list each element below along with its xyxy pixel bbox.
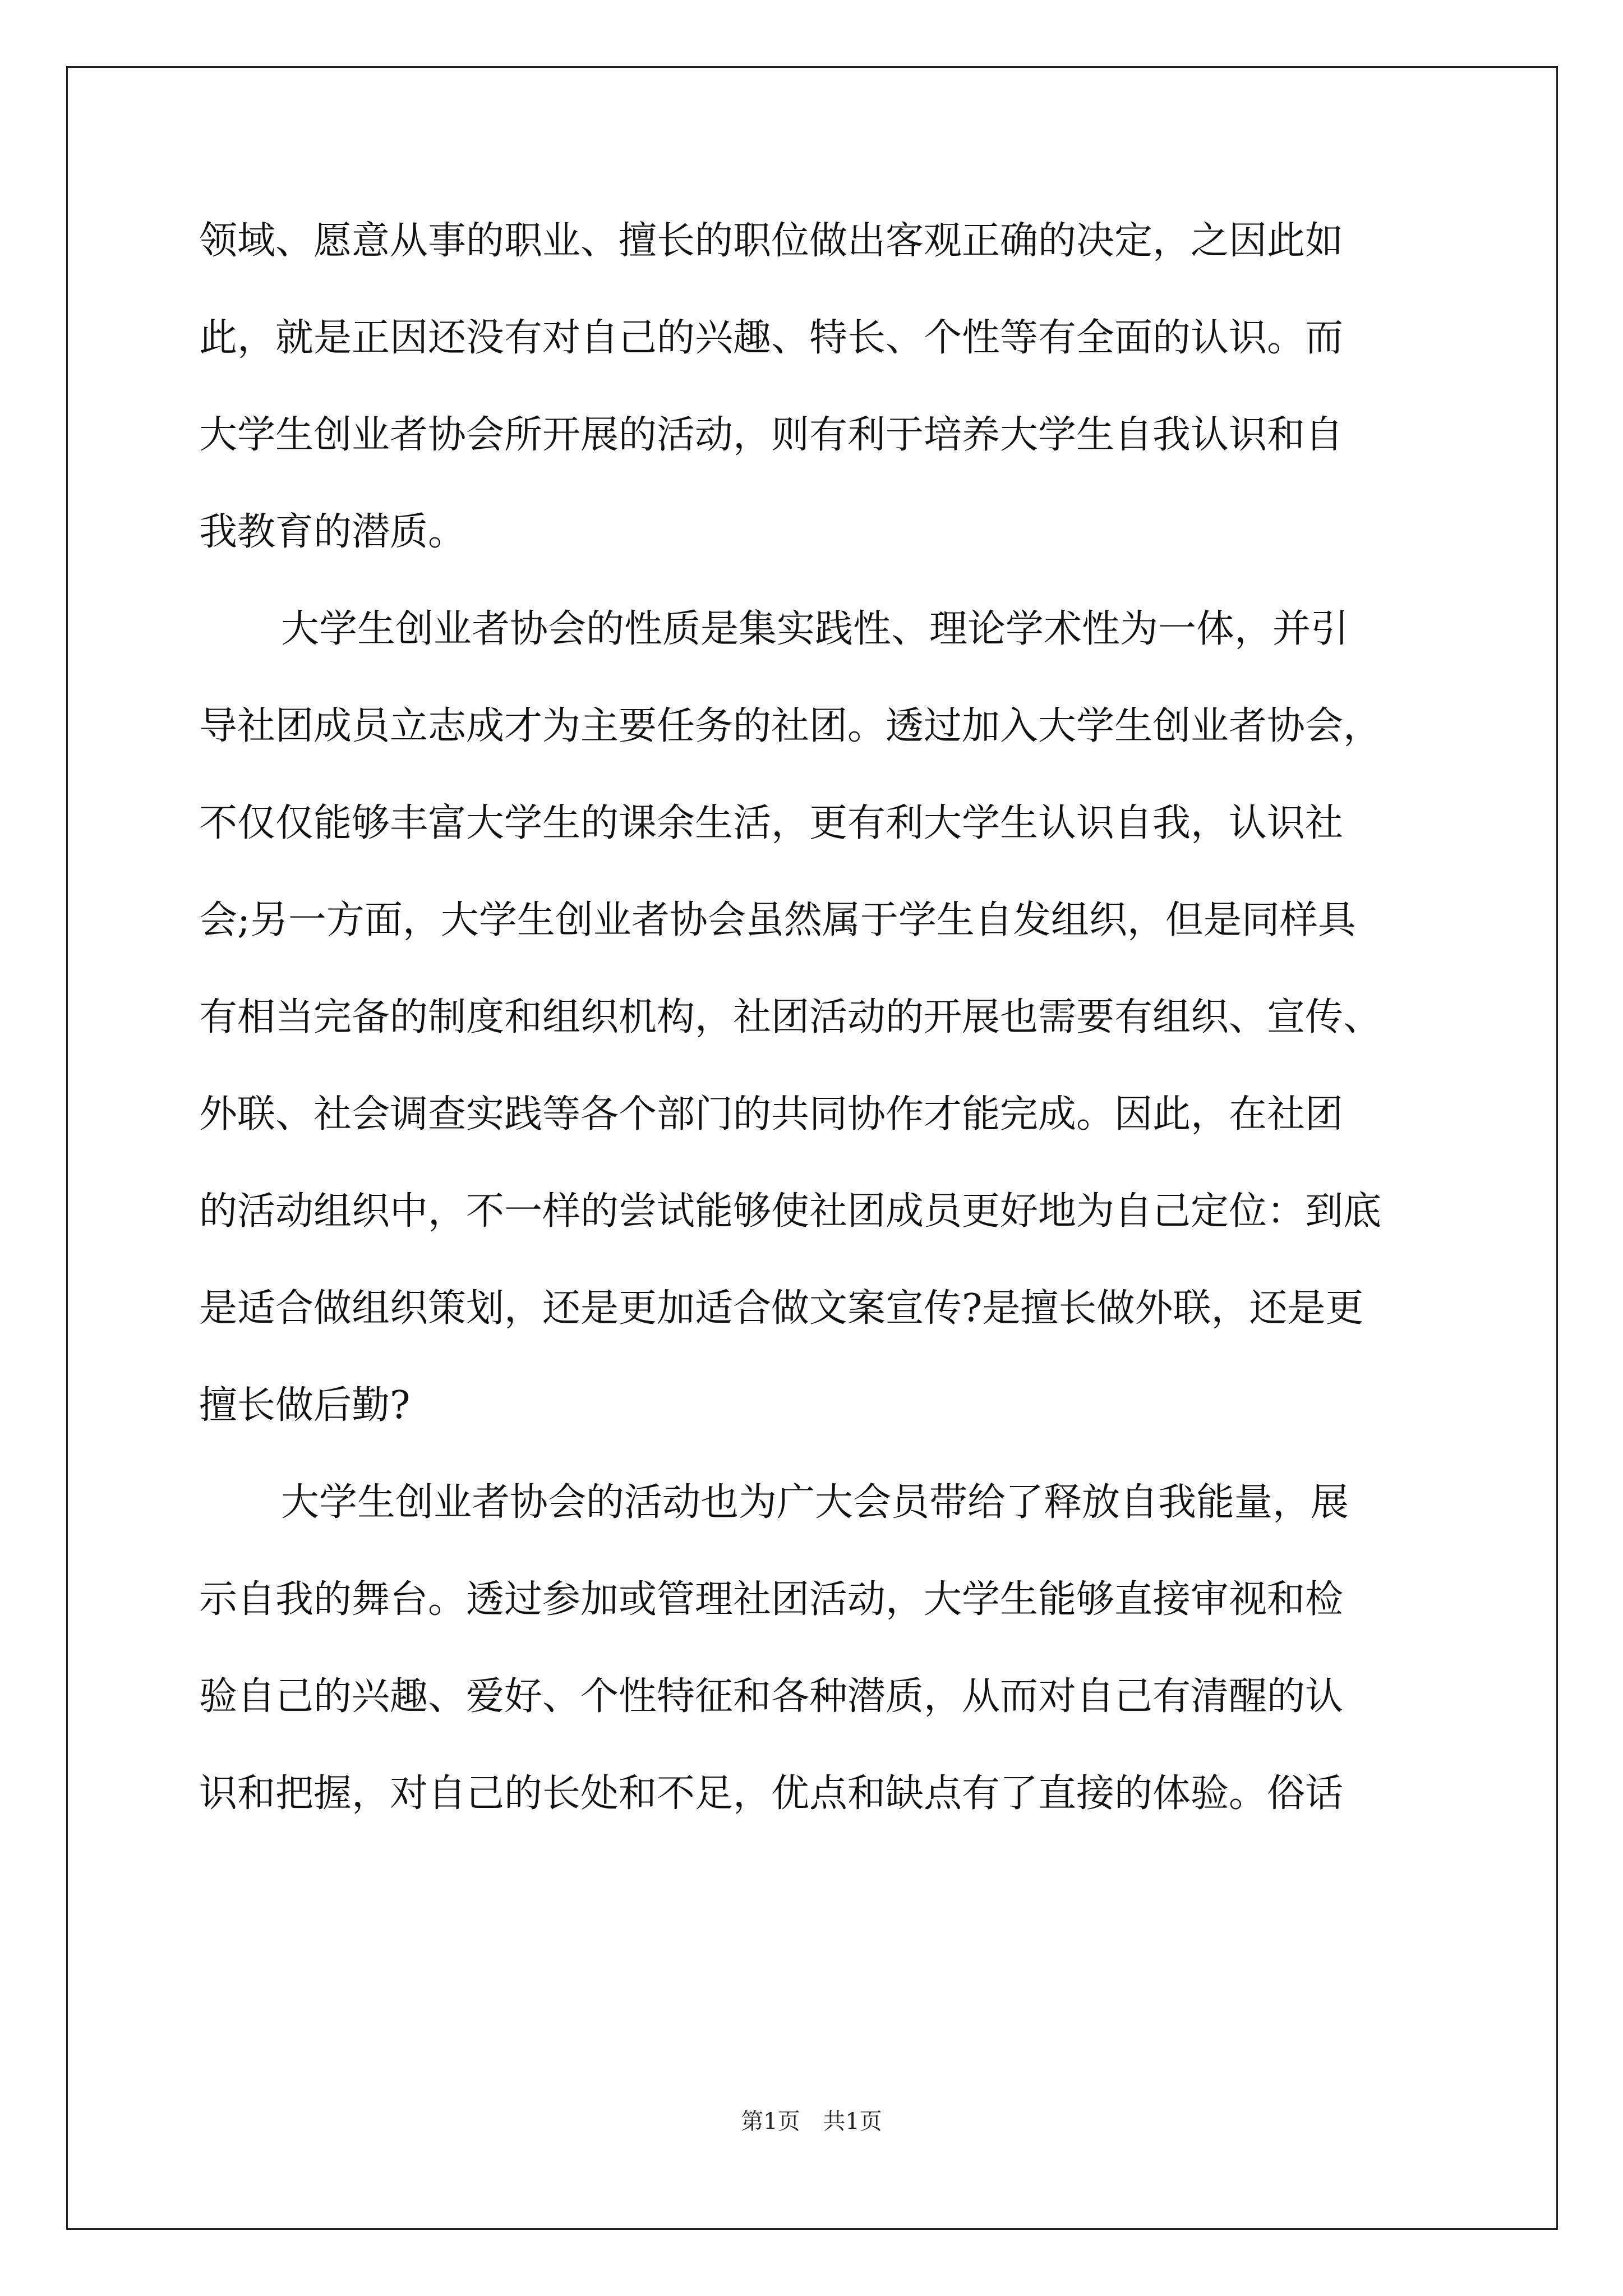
- page-border: [66, 66, 1558, 2230]
- text-line: 此，就是正因还没有对自己的兴趣、特长、个性等有全面的认识。而: [199, 316, 1344, 360]
- text-line: 识和把握，对自己的长处和不足，优点和缺点有了直接的体验。俗话: [199, 1772, 1344, 1816]
- text-line: 我教育的潜质。: [199, 510, 467, 554]
- page-number: 第1页: [741, 2109, 800, 2134]
- text-line: 领域、愿意从事的职业、擅长的职位做出客观正确的决定，之因此如: [199, 219, 1344, 263]
- text-line: 导社团成员立志成才为主要任务的社团。透过加入大学生创业者协会，: [199, 704, 1382, 748]
- text-line: 有相当完备的制度和组织机构，社团活动的开展也需要有组织、宣传、: [199, 995, 1382, 1039]
- text-line: 验自己的兴趣、爱好、个性特征和各种潜质，从而对自己有清醒的认: [199, 1674, 1344, 1719]
- text-line: 不仅仅能够丰富大学生的课余生活，更有利大学生认识自我，认识社: [199, 801, 1344, 845]
- text-line: 的活动组织中，不一样的尝试能够使社团成员更好地为自己定位：到底: [199, 1189, 1382, 1234]
- text-line: 会;另一方面，大学生创业者协会虽然属于学生自发组织，但是同样具: [199, 898, 1356, 942]
- text-line: 外联、社会调查实践等各个部门的共同协作才能完成。因此，在社团: [199, 1092, 1344, 1137]
- text-line: 大学生创业者协会的活动也为广大会员带给了释放自我能量，展: [281, 1480, 1349, 1525]
- page-footer: [0, 2105, 1623, 2138]
- text-line: 擅长做后勤?: [199, 1383, 411, 1428]
- page-total: 共1页: [823, 2109, 882, 2134]
- text-line: 示自我的舞台。透过参加或管理社团活动，大学生能够直接审视和检: [199, 1577, 1344, 1622]
- text-line: 是适合做组织策划，还是更加适合做文案宣传?是擅长做外联，还是更: [199, 1286, 1364, 1331]
- text-line: 大学生创业者协会的性质是集实践性、理论学术性为一体，并引: [281, 607, 1349, 651]
- text-line: 大学生创业者协会所开展的活动，则有利于培养大学生自我认识和自: [199, 413, 1344, 457]
